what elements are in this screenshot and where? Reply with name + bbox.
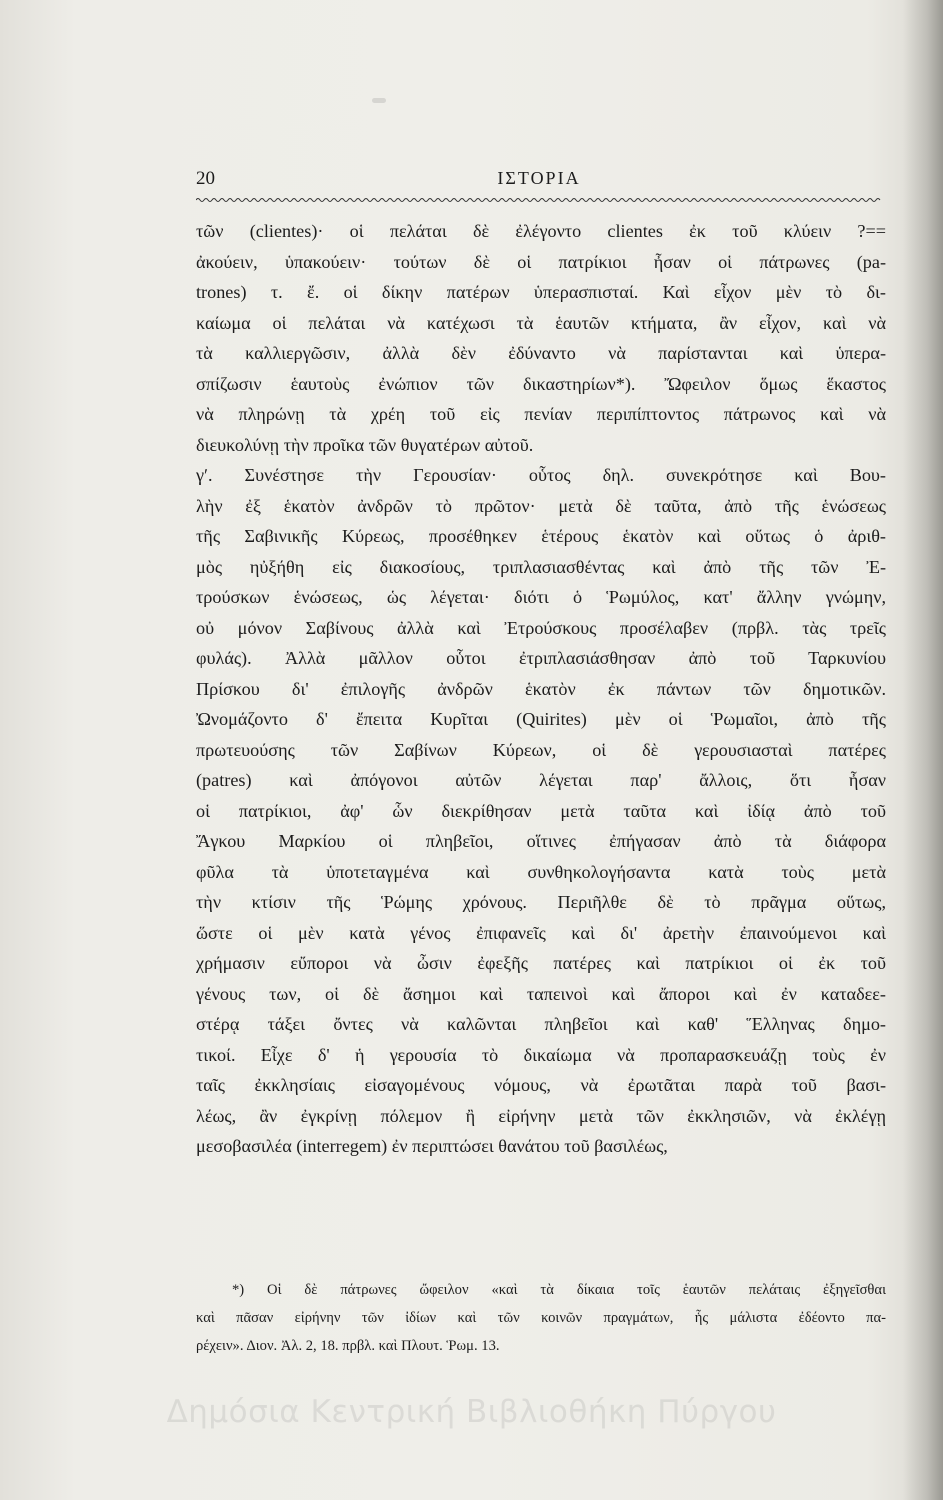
text-line: Πρίσκου δι' ἐπιλογῆς ἀνδρῶν ἑκατὸν ἐκ πάντων τῶν δημοτικῶν.: [196, 678, 886, 699]
footnote-line: ρέχειν». Διον. Ἀλ. 2, 18. πρβλ. καὶ Πλουτ. Ῥωμ. 13.: [196, 1338, 500, 1354]
text-line: trones) τ. ἔ. οἱ δίκην πατέρων ὑπερασπισταί. Καὶ εἶχον μὲν τὸ δι-: [196, 282, 886, 302]
text-line: καίωμα οἱ πελάται νὰ κατέχωσι τὰ ἑαυτῶν κτήματα, ἂν εἶχον, καὶ νὰ: [196, 312, 886, 333]
text-line: πρωτευούσης τῶν Σαβίνων Κύρεων, οἱ δὲ γερουσιασταὶ πατέρες: [196, 739, 886, 760]
text-line: στέρᾳ τάξει ὄντες νὰ καλῶνται πληβεῖοι καὶ καθ' Ἕλληνας δημο-: [196, 1014, 886, 1034]
text-line: μὸς ηὐξήθη εἰς διακοσίους, τριπλασιασθέντας καὶ ἀπὸ τῆς τῶν Ἐ-: [196, 556, 886, 577]
text-line: γʹ. Συνέστησε τὴν Γερουσίαν· οὗτος δηλ. συνεκρότησε καὶ Βου-: [196, 465, 886, 485]
footnote-line: καὶ πᾶσαν εἰρήνην τῶν ἰδίων καὶ τῶν κοινῶν πραγμάτων, ἧς μάλιστα ἐδέοντο πα-: [196, 1310, 886, 1326]
text-line: Ὠνομάζοντο δ' ἔπειτα Κυρῖται (Quirites) μὲν οἱ Ῥωμαῖοι, ἀπὸ τῆς: [196, 709, 886, 729]
text-line: Ἄγκου Μαρκίου οἱ πληβεῖοι, οἵτινες ἐπήγασαν ἀπὸ τὰ διάφορα: [196, 831, 886, 851]
paper-speck: [372, 98, 386, 103]
text-line: μεσοβασιλέα (interregem) ἐν περιπτώσει θανάτου τοῦ βασιλέως,: [196, 1136, 668, 1156]
text-line: τικοί. Εἶχε δ' ἡ γερουσία τὸ δικαίωμα νὰ προπαρασκευάζῃ τοὺς ἐν: [196, 1044, 886, 1065]
text-line: οἱ πατρίκιοι, ἀφ' ὧν διεκρίθησαν μετὰ ταῦτα καὶ ἰδίᾳ ἀπὸ τοῦ: [196, 800, 886, 821]
text-line: διευκολύνῃ τὴν προῖκα τῶν θυγατέρων αὐτοῦ.: [196, 434, 534, 455]
text-line: τῶν (clientes)· οἱ πελάται δὲ ἐλέγοντο clientes ἐκ τοῦ κλύειν ?==: [196, 221, 886, 241]
text-line: φυλάς). Ἀλλὰ μᾶλλον οὗτοι ἐτριπλασιάσθησαν ἀπὸ τοῦ Ταρκυνίου: [196, 648, 886, 668]
text-line: ὥστε οἱ μὲν κατὰ γένος ἐπιφανεῖς καὶ δι' ἀρετὴν ἐπαινούμενοι καὶ: [196, 922, 886, 943]
header-wavy-rule: [196, 196, 882, 204]
text-line: σπίζωσιν ἑαυτοὺς ἐνώπιον τῶν δικαστηρίων*). Ὤφειλον ὅμως ἕκαστος: [196, 373, 886, 394]
text-line: λὴν ἐξ ἑκατὸν ἀνδρῶν τὸ πρῶτον· μετὰ δὲ ταῦτα, ἀπὸ τῆς ἑνώσεως: [196, 495, 886, 516]
text-line: νὰ πληρώνῃ τὰ χρέη τοῦ εἰς πενίαν περιπίπτοντος πάτρωνος καὶ νὰ: [196, 404, 886, 424]
page-number: 20: [196, 168, 215, 189]
running-title: ΙΣΤΟΡΙΑ: [497, 168, 581, 188]
text-line: τὴν κτίσιν τῆς Ῥώμης χρόνους. Περιῆλθε δὲ τὸ πρᾶγμα οὕτως,: [196, 892, 886, 912]
text-line: τρούσκων ἑνώσεως, ὡς λέγεται· διότι ὁ Ῥωμύλος, κατ' ἄλλην γνώμην,: [196, 587, 886, 607]
footnote: [196, 1276, 886, 1360]
text-line: (patres) καὶ ἀπόγονοι αὐτῶν λέγεται παρ' ἄλλοις, ὅτι ἦσαν: [196, 770, 886, 790]
library-watermark: Δημόσια Κεντρική Βιβλιοθήκη Πύργου: [166, 1394, 777, 1430]
text-line: οὐ μόνον Σαβίνους ἀλλὰ καὶ Ἐτρούσκους προσέλαβεν (πρβλ. τὰς τρεῖς: [196, 617, 886, 638]
text-line: ἀκούειν, ὑπακούειν· τούτων δὲ οἱ πατρίκιοι ἦσαν οἱ πάτρωνες (pa-: [196, 251, 886, 272]
text-line: τὰ καλλιεργῶσιν, ἀλλὰ δὲν ἐδύναντο νὰ παρίστανται καὶ ὑπερα-: [196, 343, 886, 363]
text-line: φῦλα τὰ ὑποτεταγμένα καὶ συνθηκολογήσαντα κατὰ τοὺς μετὰ: [196, 861, 886, 882]
text-line: λέως, ἂν ἐγκρίνῃ πόλεμον ἢ εἰρήνην μετὰ τῶν ἐκκλησιῶν, νὰ ἐκλέγῃ: [196, 1105, 886, 1126]
text-line: χρήμασιν εὔποροι νὰ ὦσιν ἐφεξῆς πατέρες καὶ πατρίκιοι οἱ ἐκ τοῦ: [196, 953, 886, 973]
text-line: τῆς Σαβινικῆς Κύρεως, προσέθηκεν ἑτέρους ἑκατὸν καὶ οὕτως ὁ ἀριθ-: [196, 526, 886, 546]
footnote-line: *) Οἱ δὲ πάτρωνες ὤφειλον «καὶ τὰ δίκαια τοῖς ἑαυτῶν πελάταις ἐξηγεῖσθαι: [232, 1282, 886, 1298]
main-text-body: [196, 216, 886, 1162]
page-edge-shadow: [903, 0, 943, 1500]
text-line: ταῖς ἐκκλησίαις εἰσαγομένους νόμους, νὰ ἐρωτᾶται παρὰ τοῦ βασι-: [196, 1075, 886, 1095]
text-line: γένους των, οἱ δὲ ἄσημοι καὶ ταπεινοὶ καὶ ἄποροι καὶ ἐν καταδεε-: [196, 983, 886, 1004]
page-header: [196, 168, 882, 196]
